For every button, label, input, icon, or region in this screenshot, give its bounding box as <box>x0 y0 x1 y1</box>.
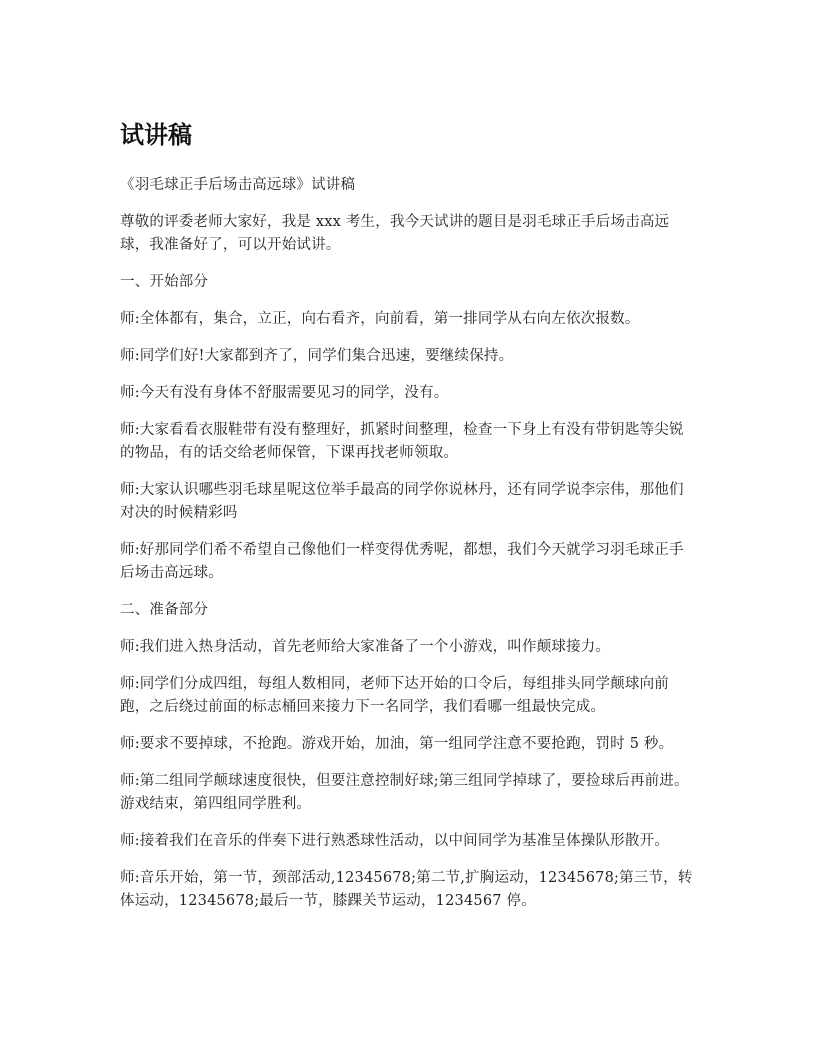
paragraph: 师:好那同学们希不希望自己像他们一样变得优秀呢，都想，我们今天就学习羽毛球正手后场击高远球。 <box>120 542 684 581</box>
document-title: 试讲稿 <box>120 121 192 149</box>
paragraph: 师:今天有没有身体不舒服需要见习的同学，没有。 <box>120 385 449 401</box>
paragraph: 师:要求不要掉球，不抢跑。游戏开始，加油，第一组同学注意不要抢跑，罚时 5 秒。 <box>120 736 674 752</box>
paragraph: 师:同学们分成四组，每组人数相同，老师下达开始的口令后，每组排头同学颠球向前跑，之后绕过前面的标志桶回来接力下一名同学，我们看哪一组最快完成。 <box>120 676 669 715</box>
paragraph: 师:同学们好!大家都到齐了，同学们集合迅速，要继续保持。 <box>120 348 514 364</box>
paragraph: 师:全体都有，集合，立正，向右看齐，向前看，第一排同学从右向左依次报数。 <box>120 311 640 327</box>
paragraph: 师:音乐开始，第一节，颈部活动,12345678;第二节,扩胸运动，12345678;第三节，转体运动，12345678;最后一节，膝踝关节运动，1234567 停。 <box>120 870 693 909</box>
section-heading-prep: 二、准备部分 <box>120 602 209 618</box>
paragraph: 师:接着我们在音乐的伴奏下进行熟悉球性活动，以中间同学为基准呈体操队形散开。 <box>120 833 669 849</box>
paragraph: 师:大家认识哪些羽毛球星呢这位举手最高的同学你说林丹，还有同学说李宗伟，那他们对决的时候精彩吗 <box>120 482 684 521</box>
greeting-paragraph: 尊敬的评委老师大家好，我是 xxx 考生，我今天试讲的题目是羽毛球正手后场击高远球，我准备好了，可以开始试讲。 <box>120 214 670 253</box>
paragraph: 师:第二组同学颠球速度很快，但要注意控制好球;第三组同学掉球了，要捡球后再前进。游戏结束，第四组同学胜利。 <box>120 773 689 812</box>
paragraph: 师:我们进入热身活动，首先老师给大家准备了一个小游戏，叫作颠球接力。 <box>120 639 611 655</box>
lesson-subtitle: 《羽毛球正手后场击高远球》试讲稿 <box>120 177 356 193</box>
paragraph: 师:大家看看衣服鞋带有没有整理好，抓紧时间整理，检查一下身上有没有带钥匙等尖锐的物品，有的话交给老师保管，下课再找老师领取。 <box>120 422 684 461</box>
section-heading-start: 一、开始部分 <box>120 274 209 290</box>
